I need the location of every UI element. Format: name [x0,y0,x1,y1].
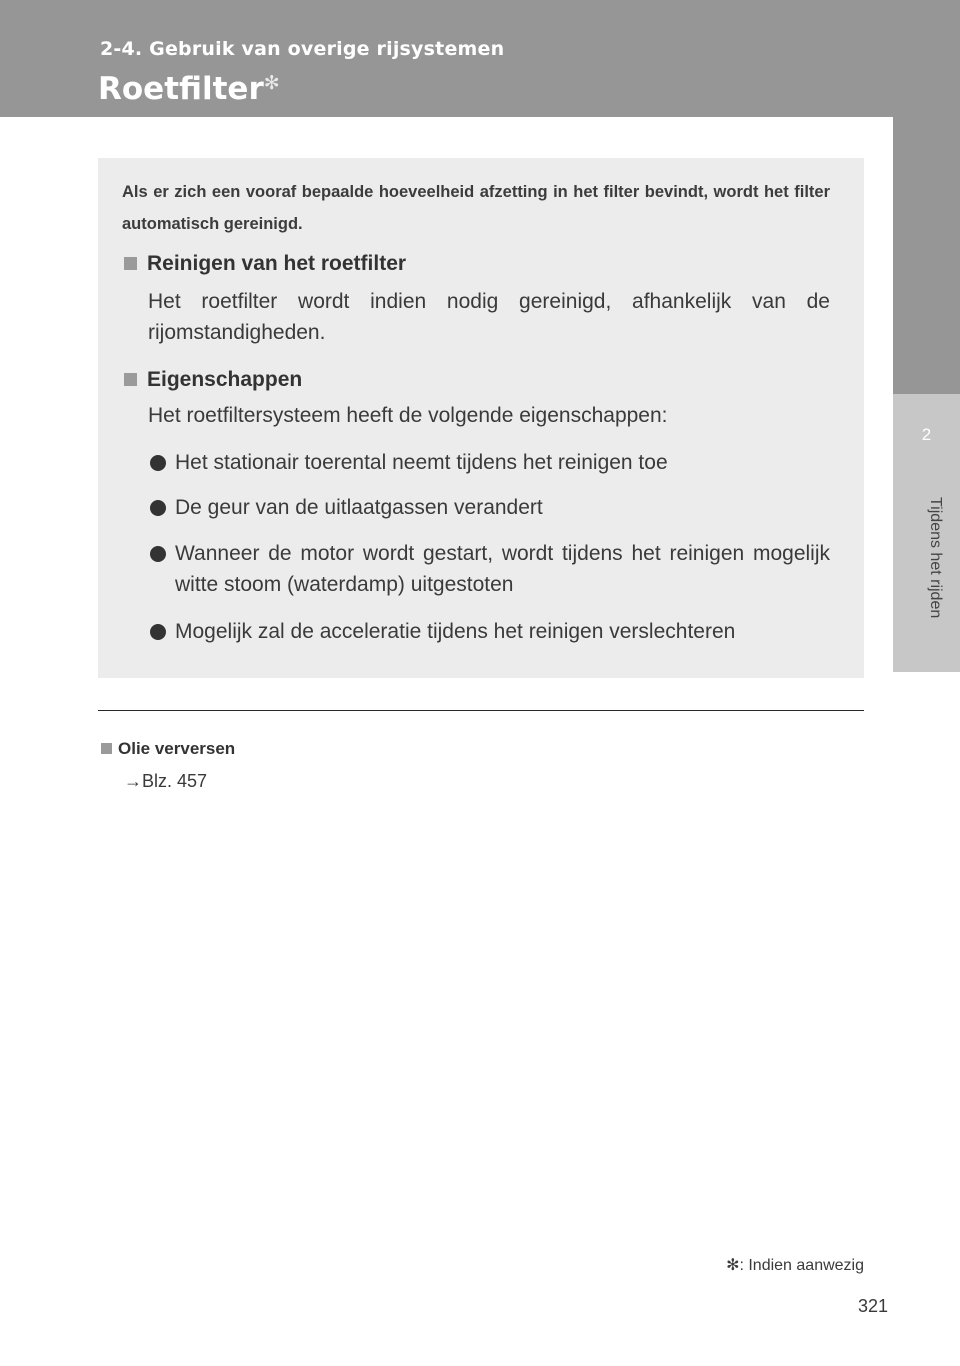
note-heading-text: Olie verversen [118,739,236,758]
asterisk-icon: ✻ [263,72,280,94]
square-bullet-icon [124,373,137,386]
list-item [150,492,830,523]
list-item-text: Wanneer de motor wordt gestart, wordt tijdens het reinigen mogelijk witte stoom (waterdamp) uitgestoten [175,542,830,596]
section-heading-text: Eigenschappen [147,368,303,391]
page-title-text: Roetfilter [98,71,264,107]
list-item-text: Mogelijk zal de acceleratie tijdens het reinigen verslechteren [175,620,736,643]
list-item-text: Het stationair toerental neemt tijdens het reinigen toe [175,451,668,474]
square-bullet-icon [101,743,112,754]
footnote: ✻: Indien aanwezig [726,1257,864,1274]
section-text: Het roetfiltersysteem heeft de volgende eigenschappen: [148,404,668,427]
circle-bullet-icon [150,546,166,562]
list-item-text: De geur van de uitlaatgassen verandert [175,496,543,519]
page-number: 321 [858,1296,889,1316]
section-heading-text: Reinigen van het roetfilter [147,252,407,275]
circle-bullet-icon [150,500,166,516]
note-heading [101,739,235,759]
side-tab-dark [893,0,960,394]
intro-text: Als er zich een vooraf bepaalde hoeveelheid afzetting in het filter bevindt, wordt het filter automatisch gereinigd. [122,183,830,233]
page-reference-link[interactable]: →Blz. 457 [124,771,208,791]
square-bullet-icon [124,257,137,270]
list-item [150,538,830,600]
list-item [150,616,830,647]
chapter-label: Tijdens het rijden [927,497,944,619]
section-heading [124,252,406,276]
section-title: 2-4. Gebruik van overige rijsystemen [100,38,505,60]
section-text: Het roetfilter wordt indien nodig gereinigd, afhankelijk van de rijomstandigheden. [148,290,830,344]
section-heading [124,368,302,392]
list-item [150,447,830,478]
divider [98,710,864,711]
circle-bullet-icon [150,624,166,640]
page-title [98,70,280,108]
chapter-number: 2 [921,425,932,444]
circle-bullet-icon [150,455,166,471]
